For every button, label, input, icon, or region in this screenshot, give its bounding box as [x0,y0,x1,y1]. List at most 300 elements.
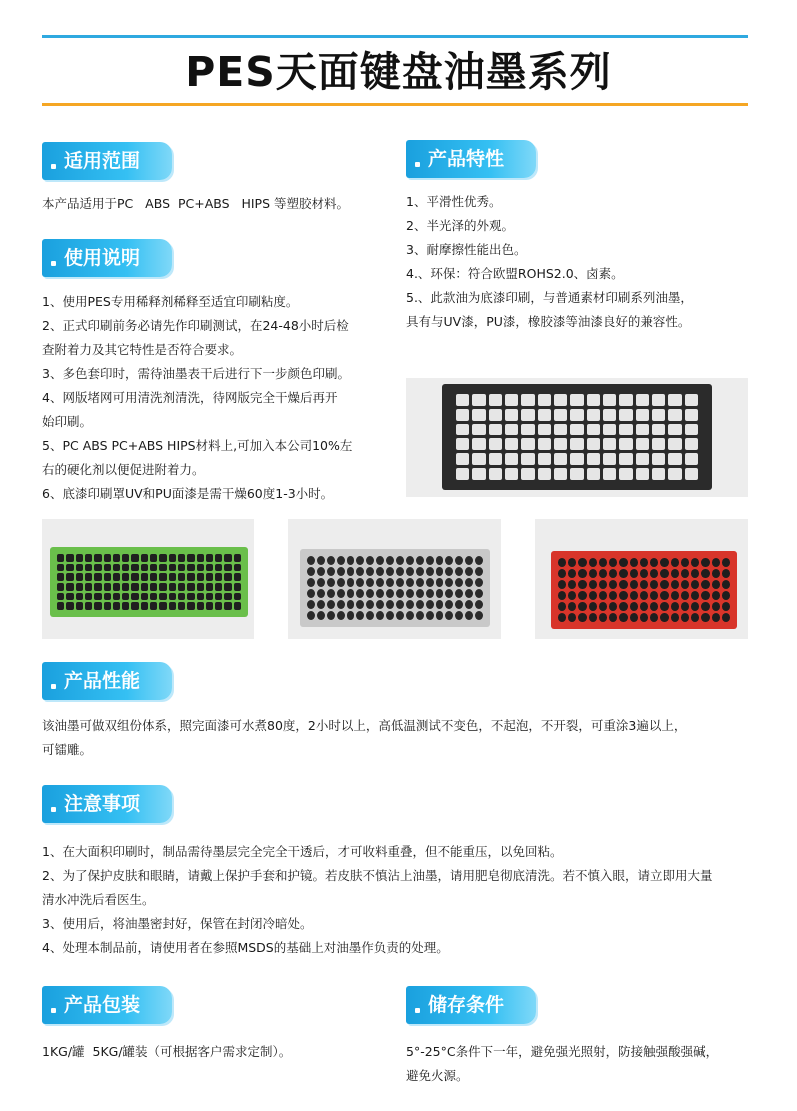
keycap [554,468,567,480]
keycap [337,567,345,576]
keycap [406,589,414,598]
list-item: 6、底漆印刷罩UV和PU面漆是需干燥60度1-3小时。 [42,486,334,501]
keycap [396,556,404,565]
keycap [521,409,534,421]
keycap [456,409,469,421]
keycap [640,580,648,589]
keycap [327,556,335,565]
packaging-text: 1KG/罐 5KG/罐装（可根据客户需求定制）。 [42,1044,292,1059]
keycap [141,602,148,610]
keycap [599,591,607,600]
keycap [668,424,681,436]
keycap [652,453,665,465]
keycap [141,564,148,572]
keycap [356,611,364,620]
keycap [465,578,473,587]
keycap [587,453,600,465]
keycap [131,573,138,581]
keycap [366,589,374,598]
keycap [197,583,204,591]
keycap [66,573,73,581]
keycap [691,580,699,589]
keycap [307,600,315,609]
keycap [475,600,483,609]
keyboard-frame [300,549,490,627]
keycap [619,409,632,421]
keycap [558,613,566,622]
keycap [347,589,355,598]
keycap [327,600,335,609]
keycap [681,602,689,611]
keycap [455,611,463,620]
keycap [159,593,166,601]
keycap [57,593,64,601]
keycap [505,453,518,465]
bullet-icon [51,1008,56,1013]
keycap [578,558,586,567]
keycap [636,468,649,480]
list-item: 查附着力及其它特性是否符合要求。 [42,342,243,357]
keycap [94,593,101,601]
keycap [197,602,204,610]
keycap [347,600,355,609]
keycap [386,556,394,565]
keycap-grid [57,554,241,610]
keycap [317,611,325,620]
keyboard-photo-green [42,519,254,639]
keycap [131,554,138,562]
keycap [660,558,668,567]
keycap [554,394,567,406]
keycap [66,564,73,572]
keycap [521,468,534,480]
keycap [122,564,129,572]
keycap [356,556,364,565]
list-item: 4、处理本制品前，请使用者在参照MSDS的基础上对油墨作负责的处理。 [42,940,449,955]
keycap [722,602,730,611]
keycap [178,573,185,581]
keycap [187,593,194,601]
keyboard-frame [50,547,248,617]
keycap [578,580,586,589]
keycap [445,578,453,587]
keycap [131,593,138,601]
keycap [445,611,453,620]
keycap [691,591,699,600]
keycap [386,589,394,598]
scope-text: 本产品适用于PC ABS PC+ABS HIPS 等塑胶材料。 [42,196,350,211]
keycap [640,602,648,611]
keycap [472,409,485,421]
keycap [187,583,194,591]
keycap [426,567,434,576]
keycap [416,578,424,587]
bullet-icon [51,261,56,266]
keycap [436,600,444,609]
keycap [159,554,166,562]
keycap [570,438,583,450]
keycap [465,556,473,565]
keycap [215,554,222,562]
keycap [234,564,241,572]
performance-heading: 产品性能 [64,670,141,692]
keycap [104,583,111,591]
keycap [671,602,679,611]
bullet-icon [415,1008,420,1013]
keycap [603,424,616,436]
keycap [307,567,315,576]
keycap [122,602,129,610]
keycap [722,558,730,567]
keycap [104,564,111,572]
keycap [619,438,632,450]
list-item: 清水冲洗后看医生。 [42,892,155,907]
keycap [609,613,617,622]
keycap [630,569,638,578]
keyboard-photo-red [535,519,748,639]
keycap [472,468,485,480]
keycap [396,600,404,609]
keycap [681,591,689,600]
keycap [472,453,485,465]
keycap [570,453,583,465]
bottom-orange-rule [42,103,748,106]
keycap [619,394,632,406]
keycap [436,578,444,587]
keycap [712,591,720,600]
keycap [589,602,597,611]
keycap [650,569,658,578]
storage-heading: 储存条件 [428,994,505,1016]
keycap [150,602,157,610]
keycap [76,573,83,581]
list-item: 2、正式印刷前务必请先作印刷测试，在24-48小时后检 [42,318,349,333]
keycap [538,453,551,465]
keycap [652,394,665,406]
keycap [66,554,73,562]
keycap [589,580,597,589]
keycap [76,564,83,572]
keycap [197,573,204,581]
keycap [489,394,502,406]
keycap [159,602,166,610]
keycap [187,602,194,610]
list-item: 2、为了保护皮肤和眼睛，请戴上保护手套和护镜。若皮肤不慎沾上油墨，请用肥皂彻底清洗。若不慎入眼，请立即用大量 [42,868,713,883]
keyboard-frame [442,384,712,490]
keycap [57,602,64,610]
keycap [465,600,473,609]
keycap [619,424,632,436]
keycap [376,600,384,609]
keycap [376,578,384,587]
keycap [578,569,586,578]
keycap [141,583,148,591]
keycap [660,580,668,589]
keycap [426,556,434,565]
keycap [234,573,241,581]
keycap [376,611,384,620]
keycap [215,573,222,581]
keycap [660,569,668,578]
keycap [445,556,453,565]
keycap [599,580,607,589]
keycap [505,438,518,450]
keycap-grid [307,556,483,620]
keycap [568,580,576,589]
keycap [701,591,709,600]
keycap [455,600,463,609]
keycap [206,583,213,591]
keycap [234,593,241,601]
keycap [141,554,148,562]
keycap [456,453,469,465]
keycap [94,554,101,562]
keycap [570,409,583,421]
scope-heading-badge [42,142,172,180]
keycap [406,567,414,576]
keycap [104,602,111,610]
packaging-text-block [42,1040,382,1064]
keycap [554,409,567,421]
keycap [691,613,699,622]
keycap [558,602,566,611]
keycap [489,438,502,450]
keycap [619,613,627,622]
keycap [619,558,627,567]
keycap [113,554,120,562]
keycap [701,558,709,567]
keycap [396,567,404,576]
keycap [150,573,157,581]
keycap [701,602,709,611]
keycap [85,602,92,610]
keycap [234,554,241,562]
keycap [640,569,648,578]
keycap [122,593,129,601]
keycap [57,583,64,591]
keycap [650,580,658,589]
keycap [599,613,607,622]
list-item: 1、平滑性优秀。 [406,194,502,209]
keycap [712,580,720,589]
performance-heading-badge [42,662,172,700]
keycap [568,558,576,567]
keycap [178,554,185,562]
keycap [570,468,583,480]
keycap [347,567,355,576]
keycap [521,438,534,450]
keycap [538,424,551,436]
keycap [671,580,679,589]
keycap [436,589,444,598]
keycap [589,569,597,578]
keycap [685,424,698,436]
keycap [722,613,730,622]
keycap [131,583,138,591]
keycap [396,611,404,620]
keycap [356,600,364,609]
keycap [445,567,453,576]
keycap [307,556,315,565]
features-heading: 产品特性 [428,148,505,170]
keycap [169,583,176,591]
keycap [609,602,617,611]
keycap [150,554,157,562]
keycap [337,556,345,565]
keycap [455,578,463,587]
keycap [589,591,597,600]
keycap [187,554,194,562]
keycap [169,602,176,610]
keycap [113,583,120,591]
keycap [386,578,394,587]
keycap [505,424,518,436]
keycap [113,602,120,610]
keycap [234,583,241,591]
keycap [426,611,434,620]
keycap [197,554,204,562]
keycap [104,593,111,601]
keycap [122,554,129,562]
keycap [712,613,720,622]
keycap [169,573,176,581]
keycap [327,578,335,587]
keycap [465,611,473,620]
keyboard-frame [551,551,737,629]
keycap [317,567,325,576]
keycap [416,589,424,598]
keycap [505,468,518,480]
keycap [122,573,129,581]
keycap [489,424,502,436]
keycap [337,589,345,598]
notes-heading: 注意事项 [64,793,141,815]
keycap [436,556,444,565]
keycap [187,564,194,572]
keycap [76,593,83,601]
keycap [85,583,92,591]
keycap [224,593,231,601]
keycap [609,591,617,600]
keycap [521,424,534,436]
keycap [113,593,120,601]
keycap [636,394,649,406]
keycap [568,591,576,600]
keycap [386,600,394,609]
keycap [722,569,730,578]
keycap [178,593,185,601]
keycap [317,600,325,609]
keycap [652,409,665,421]
usage-heading: 使用说明 [64,247,141,269]
keycap [538,438,551,450]
list-item: 始印刷。 [42,414,93,429]
keycap [668,468,681,480]
keycap-grid [456,394,698,480]
keycap [570,394,583,406]
keycap [599,558,607,567]
keycap [558,580,566,589]
keycap [131,602,138,610]
keycap [691,602,699,611]
keycap [224,554,231,562]
notes-heading-badge [42,785,172,823]
keycap [307,589,315,598]
keycap [701,580,709,589]
keycap [169,554,176,562]
keycap [521,394,534,406]
keycap [650,613,658,622]
keycap [650,602,658,611]
list-item: 避免火源。 [406,1068,469,1083]
keycap [472,438,485,450]
keycap [456,424,469,436]
keycap [587,468,600,480]
keycap [603,453,616,465]
keycap [76,554,83,562]
keycap [681,558,689,567]
keycap [456,468,469,480]
keycap [640,591,648,600]
keycap [455,556,463,565]
keycap [159,573,166,581]
list-item: 4、网版堵网可用清洗剂清洗，待网版完全干燥后再开 [42,390,338,405]
usage-list [42,290,392,506]
keycap [619,569,627,578]
keycap [436,567,444,576]
keycap [636,424,649,436]
keycap [327,611,335,620]
list-item: 4.、环保：符合欧盟ROHS2.0、卤素。 [406,266,624,281]
keycap [609,558,617,567]
keycap [603,468,616,480]
keycap [630,591,638,600]
performance-text-block [42,714,762,762]
keycap [57,564,64,572]
keycap [85,573,92,581]
keycap [307,578,315,587]
keycap [445,589,453,598]
keycap [406,578,414,587]
keycap [94,564,101,572]
keycap [206,593,213,601]
keycap [347,556,355,565]
usage-heading-badge [42,239,172,277]
keycap [224,564,231,572]
keycap [587,438,600,450]
keycap [701,569,709,578]
list-item: 5.、此款油为底漆印刷，与普通素材印刷系列油墨， [406,290,693,305]
keycap [475,578,483,587]
keycap [337,600,345,609]
keycap [456,394,469,406]
keycap [568,602,576,611]
keycap [416,556,424,565]
keycap [722,580,730,589]
keycap [712,569,720,578]
keycap [455,567,463,576]
keycap [406,600,414,609]
keycap [578,602,586,611]
keycap [681,580,689,589]
keycap [366,567,374,576]
keycap [150,593,157,601]
keycap [554,424,567,436]
keycap [104,554,111,562]
keycap [538,409,551,421]
keycap [85,564,92,572]
storage-heading-badge [406,986,536,1024]
